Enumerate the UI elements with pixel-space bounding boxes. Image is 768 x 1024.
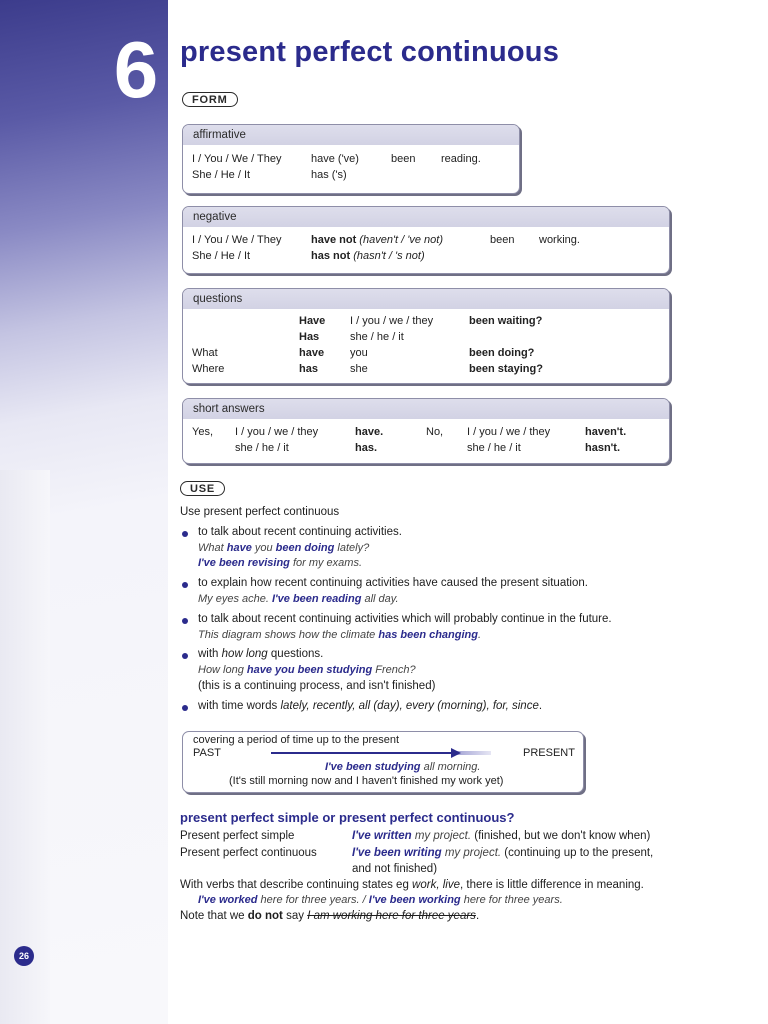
neg-aux-2: has not (hasn't / 's not)	[311, 250, 425, 262]
bullet-dot	[182, 531, 188, 537]
q-wh-3: What	[192, 347, 218, 359]
comparison-heading: present perfect simple or present perfect continuous?	[180, 810, 515, 825]
use-example-2: My eyes ache. I've been reading all day.	[198, 593, 399, 605]
simple-label: Present perfect simple	[180, 830, 295, 842]
simple-example: I've written my project. (finished, but we don't know when)	[352, 830, 651, 842]
continuous-example-cont: and not finished)	[352, 863, 438, 875]
timeline-box	[182, 731, 584, 793]
affirmative-box	[182, 124, 520, 194]
aff-aux-1: have ('ve)	[311, 153, 359, 165]
affirmative-heading: affirmative	[183, 125, 519, 145]
use-note-4: (this is a continuing process, and isn't finished)	[198, 680, 436, 692]
neg-subject-1: I / You / We / They	[192, 234, 282, 246]
do-not-say-note: Note that we do not say I am working here for three years.	[180, 910, 480, 922]
neg-subject-2: She / He / It	[192, 250, 251, 262]
use-bullet-3: to talk about recent continuing activities which will probably continue in the future.	[198, 613, 612, 625]
use-example-3: This diagram shows how the climate has been changing.	[198, 629, 482, 641]
sa-no: No,	[426, 426, 444, 438]
sa-yes-answer-2: has.	[355, 442, 378, 454]
q-subj-1: I / you / we / they	[350, 315, 434, 327]
timeline-note: (It's still morning now and I haven't finished my work yet)	[229, 775, 504, 787]
timeline-present: PRESENT	[523, 747, 575, 759]
page-number: 26	[14, 946, 34, 966]
use-intro: Use present perfect continuous	[180, 506, 340, 518]
sa-yes-subject-2: she / he / it	[235, 442, 289, 454]
chapter-number: 6	[113, 25, 159, 114]
bullet-dot	[182, 653, 188, 659]
sa-yes-subject-1: I / you / we / they	[235, 426, 319, 438]
bullet-dot	[182, 618, 188, 624]
use-example-4: How long have you been studying French?	[198, 664, 416, 676]
timeline-caption: covering a period of time up to the present	[193, 734, 400, 746]
sa-no-answer-2: hasn't.	[585, 442, 621, 454]
state-verbs-note: With verbs that describe continuing states eg work, live, there is little difference in meaning.	[180, 879, 644, 891]
timeline-example: I've been studying all morning.	[325, 761, 481, 773]
aff-been: been	[391, 153, 416, 165]
use-bullet-1: to talk about recent continuing activities.	[198, 526, 402, 538]
bullet-dot	[182, 705, 188, 711]
q-verb-1: been waiting?	[469, 315, 543, 327]
sa-no-subject-2: she / he / it	[467, 442, 521, 454]
q-aux-4: has	[299, 363, 318, 375]
use-example-1b: I've been revising for my exams.	[198, 557, 363, 569]
q-subj-2: she / he / it	[350, 331, 404, 343]
continuous-example: I've been writing my project. (continuing up to the present,	[352, 847, 654, 859]
arrow-right-icon	[451, 748, 461, 758]
q-subj-3: you	[350, 347, 368, 359]
continuous-label: Present perfect continuous	[180, 847, 317, 859]
sa-yes-answer-1: have.	[355, 426, 384, 438]
neg-verb: working.	[539, 234, 580, 246]
q-aux-2: Has	[299, 331, 320, 343]
timeline-arrow	[271, 752, 451, 754]
sa-yes: Yes,	[192, 426, 214, 438]
neg-aux-1: have not (haven't / 've not)	[311, 234, 443, 246]
form-label: FORM	[182, 92, 238, 107]
neg-been: been	[490, 234, 515, 246]
q-aux-3: have	[299, 347, 325, 359]
use-bullet-5: with time words lately, recently, all (day), every (morning), for, since.	[198, 700, 543, 712]
sa-no-subject-1: I / you / we / they	[467, 426, 551, 438]
use-bullet-2: to explain how recent continuing activities have caused the present situation.	[198, 577, 588, 589]
aff-aux-2: has ('s)	[311, 169, 347, 181]
bullet-dot	[182, 582, 188, 588]
use-bullet-4: with how long questions.	[198, 648, 324, 660]
q-aux-1: Have	[299, 315, 326, 327]
use-label: USE	[180, 481, 225, 496]
aff-verb: reading.	[441, 153, 481, 165]
state-verbs-example: I've worked here for three years. / I've been working here for three years.	[198, 894, 563, 906]
q-verb-4: been staying?	[469, 363, 543, 375]
q-verb-3: been doing?	[469, 347, 535, 359]
sa-no-answer-1: haven't.	[585, 426, 627, 438]
short-answers-box	[182, 398, 670, 464]
questions-heading: questions	[183, 289, 669, 309]
short-answers-heading: short answers	[183, 399, 669, 419]
negative-box	[182, 206, 670, 274]
timeline-past: PAST	[193, 747, 221, 759]
use-example-1a: What have you been doing lately?	[198, 542, 370, 554]
q-wh-4: Where	[192, 363, 225, 375]
questions-box	[182, 288, 670, 384]
page-title: present perfect continuous	[180, 36, 560, 68]
aff-subject-1: I / You / We / They	[192, 153, 282, 165]
aff-subject-2: She / He / It	[192, 169, 251, 181]
negative-heading: negative	[183, 207, 669, 227]
sidebar-lower-band	[0, 470, 50, 1024]
q-subj-4: she	[350, 363, 368, 375]
